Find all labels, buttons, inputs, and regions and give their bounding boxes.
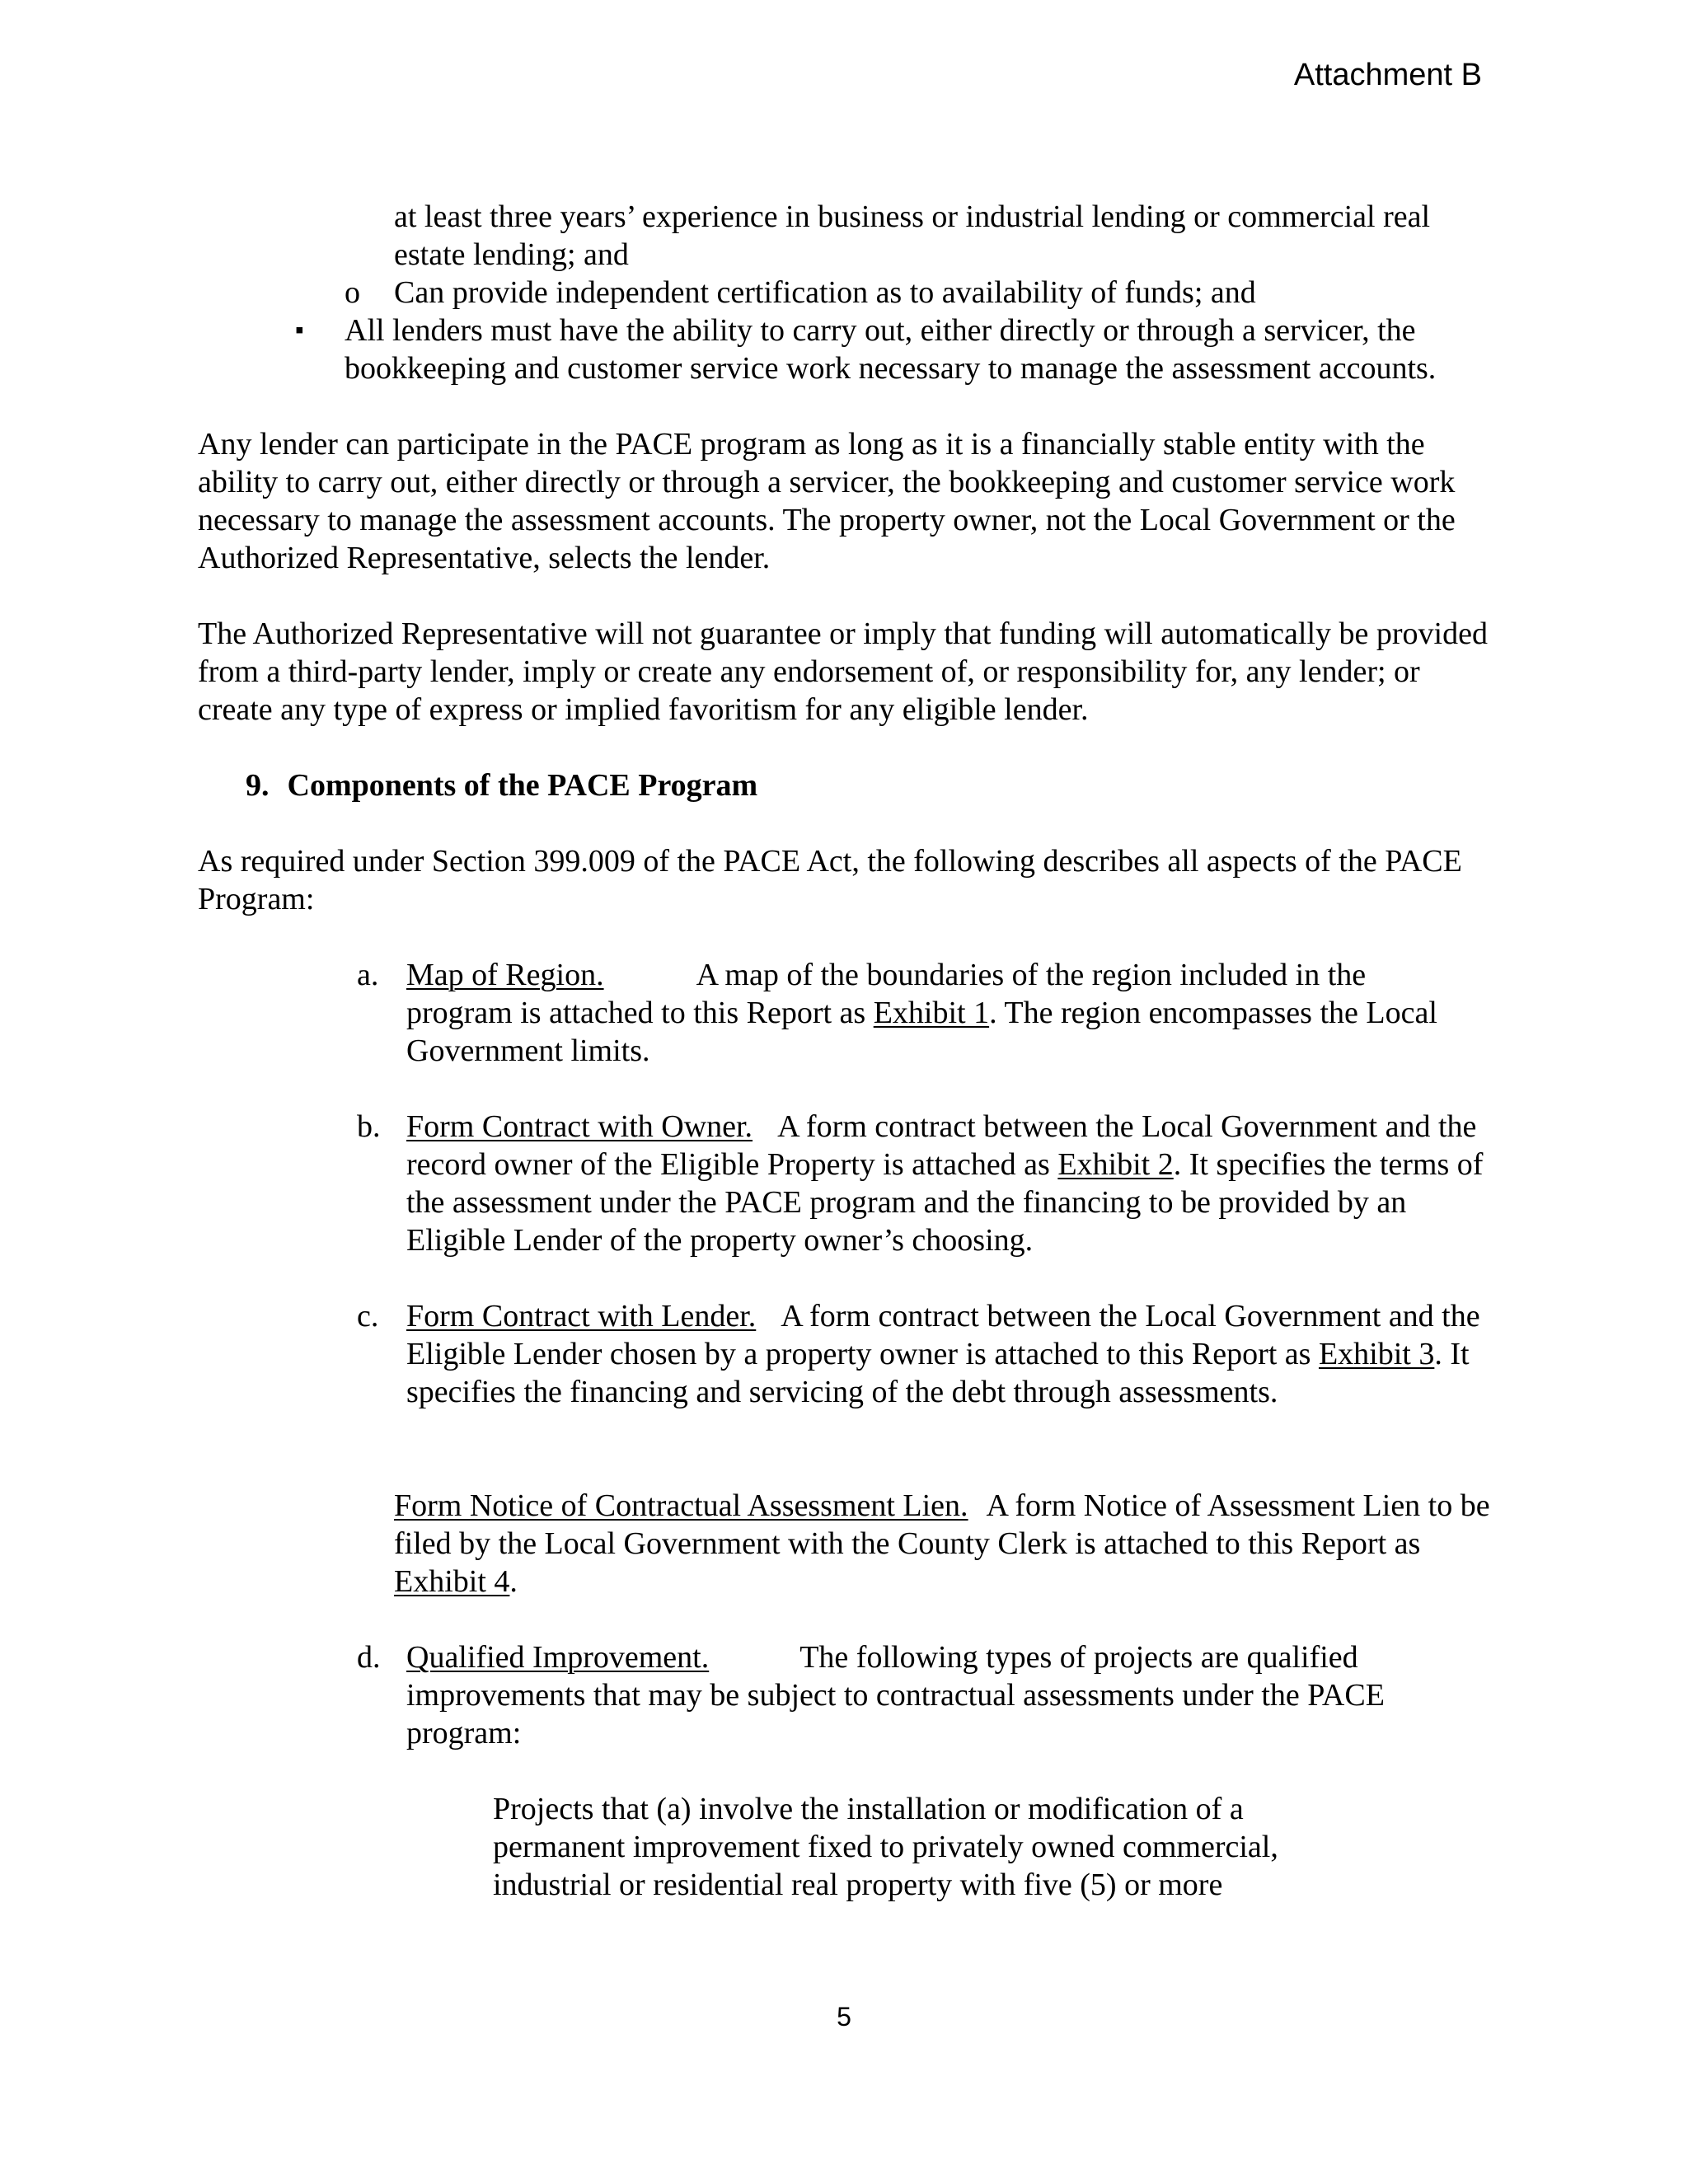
- item-b-text-before: A form contract between the Local Government and the record owner of the Eligible Property is attached as: [406, 1109, 1477, 1182]
- page-number: 5: [837, 2002, 851, 2032]
- item-a-letter: a.: [357, 958, 379, 992]
- section-intro: As required under Section 399.009 of the PACE Act, the following describes all aspects of the PACE Program:: [198, 844, 1462, 916]
- square-bullet-icon: ▪: [295, 316, 304, 344]
- lender-participation-paragraph: Any lender can participate in the PACE program as long as it is a financially stable entity with the ability to carry out, either directly or through a servicer, the bookkeeping and customer service work necessary to manage the assessment accounts. The property owner, not the Local Government or the Authorized Representative, selects the lender.: [198, 427, 1456, 575]
- item-c-text-before: A form contract between the Local Government and the Eligible Lender chosen by a property owner is attached to this Report as: [406, 1299, 1480, 1371]
- item-d-title: Qualified Improvement.: [406, 1640, 710, 1675]
- notice-body: [394, 1487, 1494, 1601]
- item-b-title: Form Contract with Owner.: [406, 1109, 753, 1144]
- notice-title: Form Notice of Contractual Assessment Lien.: [394, 1488, 968, 1523]
- notice-text-after: .: [509, 1564, 518, 1599]
- item-b-text-after: . It specifies the terms of the assessment under the PACE program and the financing to be provided by an Eligible Lender of the property owner’s choosing.: [406, 1147, 1484, 1258]
- item-c-text-after: . It specifies the financing and servicing of the debt through assessments.: [406, 1337, 1470, 1409]
- sub-bullet-text: Can provide independent certification as to availability of funds; and: [394, 275, 1256, 310]
- square-bullet-text: All lenders must have the ability to carry out, either directly or through a servicer, the bookkeeping and customer service work necessary to manage the assessment accounts.: [345, 313, 1437, 386]
- exhibit-2-link[interactable]: Exhibit 2: [1057, 1147, 1174, 1182]
- item-d-text: The following types of projects are qualified improvements that may be subject to contractual assessments under the PACE program:: [406, 1640, 1385, 1750]
- notice-text-before: A form Notice of Assessment Lien to be filed by the Local Government with the County Clerk is attached to this Report as: [394, 1488, 1490, 1561]
- section-heading: [246, 766, 757, 804]
- section-title: Components of the PACE Program: [287, 768, 758, 803]
- item-b-body: [406, 1108, 1486, 1259]
- item-b-letter: b.: [357, 1109, 381, 1144]
- exhibit-4-link[interactable]: Exhibit 4: [394, 1564, 510, 1599]
- exhibit-1-link[interactable]: Exhibit 1: [873, 996, 990, 1030]
- item-a-body: [406, 956, 1445, 1070]
- projects-paragraph: Projects that (a) involve the installation or modification of a permanent improvement fixed to privately owned commercial, industrial or residential real property with five (5) or more: [493, 1792, 1278, 1902]
- item-a-text-after: . The region encompasses the Local Government limits.: [406, 996, 1437, 1068]
- attachment-label: Attachment B: [1293, 58, 1482, 92]
- item-a-title: Map of Region.: [406, 958, 604, 992]
- exhibit-3-link[interactable]: Exhibit 3: [1318, 1337, 1435, 1371]
- item-c-title: Form Contract with Lender.: [406, 1299, 757, 1333]
- item-d-body: [406, 1638, 1470, 1752]
- item-c-letter: c.: [357, 1299, 379, 1333]
- item-a-text-before: A map of the boundaries of the region included in the program is attached to this Report as: [406, 958, 1367, 1030]
- sub-bullet-marker: o: [345, 275, 360, 310]
- bullet-continuation-text: at least three years’ experience in business or industrial lending or commercial real estate lending; and: [394, 199, 1431, 272]
- section-number: 9.: [246, 768, 270, 803]
- item-c-body: [406, 1297, 1486, 1411]
- no-guarantee-paragraph: The Authorized Representative will not guarantee or imply that funding will automatically be provided from a third-party lender, imply or create any endorsement of, or responsibility for, any lender; or create any type of express or implied favoritism for any eligible lender.: [198, 616, 1488, 727]
- item-d-letter: d.: [357, 1640, 381, 1675]
